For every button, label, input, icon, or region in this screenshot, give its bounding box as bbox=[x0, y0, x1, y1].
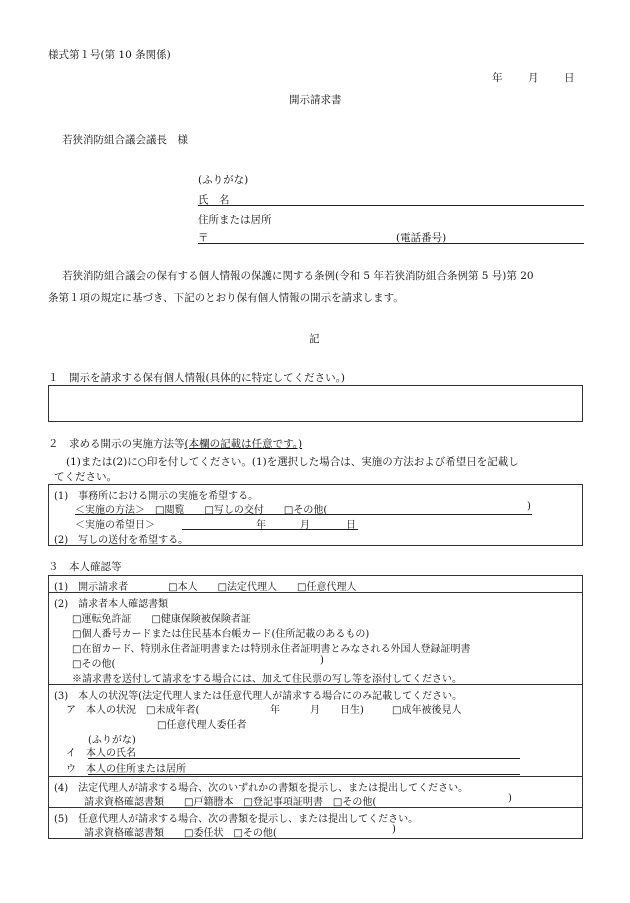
section2-option-1[interactable]: (1) 事務所における開示の実施を希望する。 bbox=[54, 491, 259, 502]
intro-line-2: 条第１項の規定に基づき、下記のとおり保有個人情報の開示を請求します。 bbox=[48, 292, 404, 304]
id-doc-other-close: ) bbox=[320, 655, 324, 666]
id-doc-mynumber[interactable]: □個人番号カードまたは住民基本台帳カード(住所記載のあるもの) bbox=[72, 629, 370, 640]
desired-year: 年 bbox=[256, 520, 266, 531]
section3-status-heading: (3) 本人の状況等(法定代理人または任意代理人が請求する場合にのみ記載してください。 bbox=[54, 691, 463, 702]
legal-proxy-docs[interactable]: 請求資格確認書類 □戸籍謄本 □登記事項証明書 □その他( bbox=[84, 797, 377, 808]
applicant-furigana: (ふりがな) bbox=[198, 174, 249, 186]
voluntary-proxy-docs[interactable]: 請求資格確認書類 □委任状 □その他( bbox=[84, 828, 277, 839]
status-furigana: (ふりがな) bbox=[88, 735, 136, 746]
intro-line-1: 若狭消防組合議会の保有する個人情報の保護に関する条例(令和 5 年若狭消防組合条例第 5 号)第 20 bbox=[62, 270, 534, 282]
desired-day: 日 bbox=[346, 520, 356, 531]
section2-heading bbox=[48, 436, 302, 451]
section3-divider-3 bbox=[48, 776, 583, 777]
applicant-address-label: 住所または居所 bbox=[198, 214, 272, 226]
postal-mark: 〒 bbox=[198, 232, 209, 244]
form-number: 様式第１号(第 10 条関係) bbox=[48, 49, 171, 61]
section1-input-box[interactable] bbox=[48, 385, 583, 422]
status-adult-guardian[interactable]: □成年被後見人 bbox=[392, 705, 462, 716]
section2-method[interactable]: ＜実施の方法＞ □閲覧 □写しの交付 □その他( bbox=[75, 505, 328, 516]
date-month: 月 bbox=[528, 72, 539, 84]
person-address-line[interactable] bbox=[88, 774, 520, 775]
method-underline bbox=[75, 514, 532, 515]
section2-method-close: ) bbox=[527, 501, 531, 512]
status-minor[interactable]: ア 本人の状況 □未成年者( bbox=[66, 705, 200, 716]
person-name-line[interactable] bbox=[88, 758, 520, 759]
section2-optional-note: (本欄の記載は任意です。) bbox=[184, 438, 303, 450]
ki-label: 記 bbox=[309, 333, 320, 345]
section2-desired-date: ＜実施の希望日＞ bbox=[75, 520, 155, 531]
section2-instruction-1: (1)または(2)に○印を付してください。(1)を選択した場合は、実施の方法および希望日を記載し bbox=[66, 456, 519, 468]
section1-heading: １ 開示を請求する保有個人情報(具体的に特定してください。) bbox=[48, 372, 345, 384]
voluntary-proxy-close: ) bbox=[392, 824, 396, 835]
addressee: 若狭消防組合議会議長 様 bbox=[62, 134, 188, 146]
section2-instruction-2: てください。 bbox=[54, 471, 117, 483]
phone-label: (電話番号) bbox=[396, 232, 447, 244]
date-year: 年 bbox=[492, 72, 503, 84]
id-doc-license[interactable]: □運転免許証 □健康保険被保険者証 bbox=[72, 614, 251, 625]
applicant-name-label: 氏 名 bbox=[198, 194, 230, 206]
section2-option-2[interactable]: (2) 写しの送付を希望する。 bbox=[54, 535, 189, 546]
id-doc-residence[interactable]: □在留カード、特別永住者証明書または特別永住者証明書とみなされる外国人登録証明書 bbox=[72, 644, 471, 655]
section3-divider-1 bbox=[48, 592, 583, 593]
address-line bbox=[198, 243, 584, 244]
id-doc-note: ※請求書を送付して請求をする場合には、加えて住民票の写し等を添付してください。 bbox=[72, 674, 462, 685]
section2-heading-prefix: ２ 求める開示の実施方法等 bbox=[48, 438, 185, 450]
name-line bbox=[198, 205, 584, 206]
status-birth: 日生) bbox=[340, 705, 364, 716]
status-year: 年 bbox=[270, 705, 280, 716]
section3-id-docs-heading: (2) 請求者本人確認書類 bbox=[54, 599, 169, 610]
desired-date-line[interactable] bbox=[182, 529, 358, 530]
section3-divider-4 bbox=[48, 807, 583, 808]
voluntary-proxy-heading: (5) 任意代理人が請求する場合、次の書類を提示し、または提出してください。 bbox=[54, 814, 419, 825]
id-doc-other[interactable]: □その他( bbox=[72, 659, 116, 670]
desired-month: 月 bbox=[300, 520, 310, 531]
section3-divider-2 bbox=[48, 684, 583, 685]
section3-requester[interactable]: (1) 開示請求者 □本人 □法定代理人 □任意代理人 bbox=[54, 582, 357, 593]
person-name-label: イ 本人の氏名 bbox=[66, 748, 136, 759]
person-address-label: ウ 本人の住所または居所 bbox=[66, 764, 186, 775]
legal-proxy-heading: (4) 法定代理人が請求する場合、次のいずれかの書類を提示し、または提出してください。 bbox=[54, 783, 469, 794]
status-proxy[interactable]: □任意代理人委任者 bbox=[157, 720, 247, 731]
legal-proxy-close: ) bbox=[508, 793, 512, 804]
date-day: 日 bbox=[564, 72, 575, 84]
page-title: 開示請求書 bbox=[289, 94, 342, 106]
section3-heading: ３ 本人確認等 bbox=[48, 561, 122, 573]
status-month: 月 bbox=[310, 705, 320, 716]
